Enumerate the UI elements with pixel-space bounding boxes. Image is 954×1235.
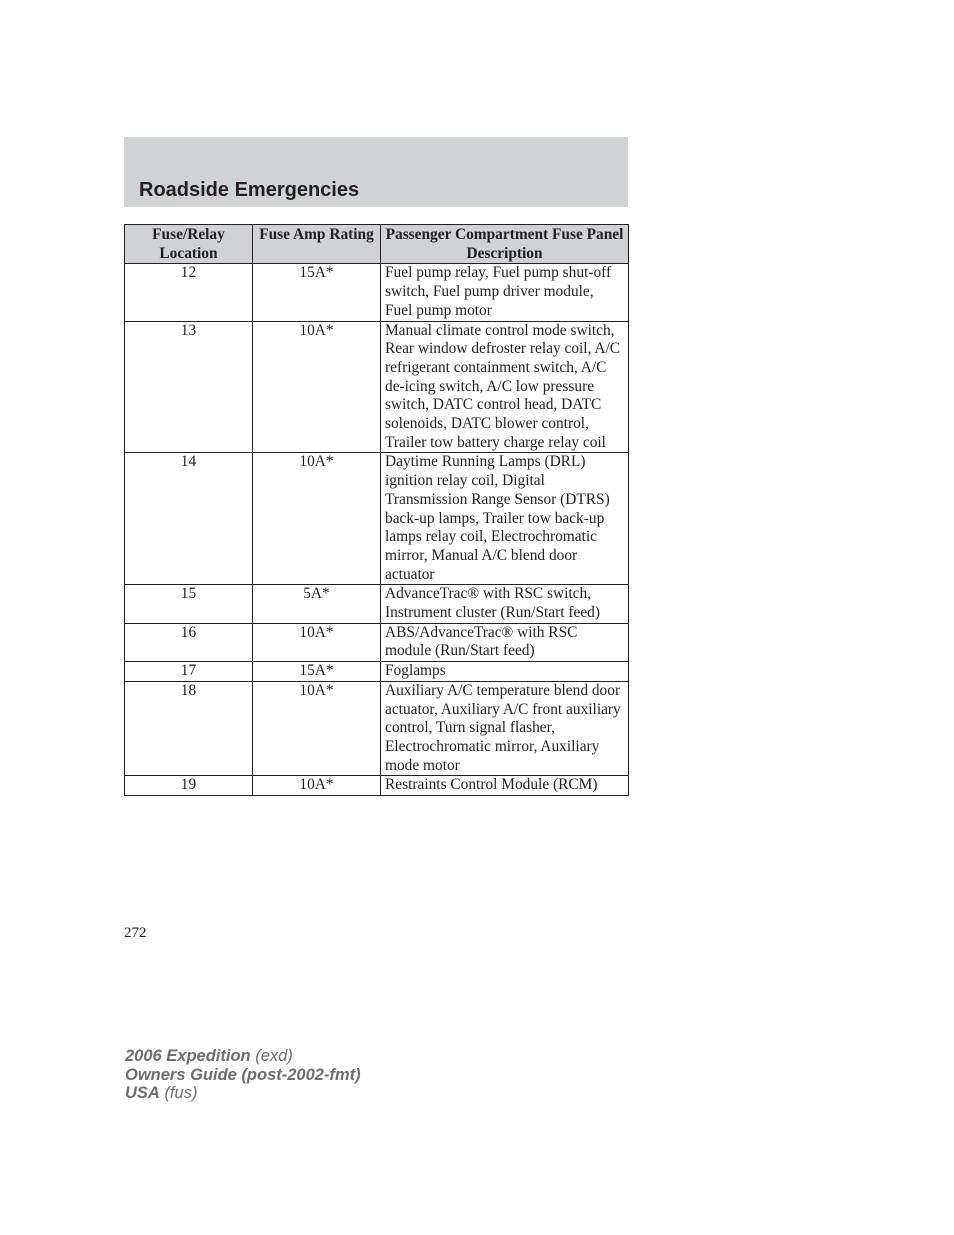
- fuse-rating: 10A*: [253, 321, 381, 453]
- fuse-location: 12: [125, 264, 253, 321]
- fuse-rating: 10A*: [253, 623, 381, 661]
- fuse-description: Foglamps: [381, 662, 629, 682]
- fuse-location: 13: [125, 321, 253, 453]
- fuse-rating: 15A*: [253, 264, 381, 321]
- footer-model-code: (exd): [255, 1047, 293, 1065]
- table-row: [125, 321, 629, 453]
- fuse-rating: 10A*: [253, 453, 381, 585]
- fuse-table: [124, 224, 629, 796]
- fuse-description: Restraints Control Module (RCM): [381, 776, 629, 796]
- fuse-location: 17: [125, 662, 253, 682]
- fuse-description: AdvanceTrac® with RSC switch, Instrument cluster (Run/Start feed): [381, 585, 629, 623]
- table-row: [125, 776, 629, 796]
- fuse-rating: 5A*: [253, 585, 381, 623]
- column-header-description: Passenger Compartment Fuse Panel Description: [381, 225, 629, 264]
- fuse-description: Manual climate control mode switch, Rear window defroster relay coil, A/C refrigerant containment switch, A/C de-icing switch, A/C low pressure switch, DATC control head, DATC solenoids, DATC blower control, Trailer tow battery charge relay coil: [381, 321, 629, 453]
- column-header-rating: Fuse Amp Rating: [253, 225, 381, 264]
- fuse-description: Auxiliary A/C temperature blend door actuator, Auxiliary A/C front auxiliary control, Turn signal flasher, Electrochromatic mirror, Auxiliary mode motor: [381, 681, 629, 776]
- table-row: [125, 681, 629, 776]
- table-row: [125, 662, 629, 682]
- table-row: [125, 264, 629, 321]
- fuse-location: 14: [125, 453, 253, 585]
- footer-line-2: [125, 1066, 361, 1085]
- fuse-rating: 10A*: [253, 681, 381, 776]
- fuse-location: 18: [125, 681, 253, 776]
- page-number: 272: [124, 925, 147, 941]
- footer-line-1: [125, 1047, 361, 1066]
- fuse-rating: 10A*: [253, 776, 381, 796]
- document-footer: [125, 1047, 361, 1103]
- footer-line-3: [125, 1084, 361, 1103]
- fuse-description: ABS/AdvanceTrac® with RSC module (Run/Start feed): [381, 623, 629, 661]
- table-row: [125, 585, 629, 623]
- fuse-rating: 15A*: [253, 662, 381, 682]
- fuse-description: Daytime Running Lamps (DRL) ignition relay coil, Digital Transmission Range Sensor (DTRS) back-up lamps, Trailer tow back-up lamps relay coil, Electrochromatic mirror, Manual A/C blend door actuator: [381, 453, 629, 585]
- column-header-location: Fuse/Relay Location: [125, 225, 253, 264]
- fuse-location: 15: [125, 585, 253, 623]
- table-row: [125, 453, 629, 585]
- footer-market-code: (fus): [164, 1084, 198, 1102]
- section-title: Roadside Emergencies: [139, 179, 360, 201]
- footer-guide-title: Owners Guide (post-2002-fmt): [125, 1065, 361, 1084]
- fuse-description: Fuel pump relay, Fuel pump shut-off switch, Fuel pump driver module, Fuel pump motor: [381, 264, 629, 321]
- section-header-band: [124, 137, 628, 207]
- table-row: [125, 623, 629, 661]
- footer-model: 2006 Expedition: [125, 1047, 251, 1065]
- footer-market: USA: [125, 1084, 160, 1102]
- fuse-location: 19: [125, 776, 253, 796]
- fuse-location: 16: [125, 623, 253, 661]
- table-header-row: [125, 225, 629, 264]
